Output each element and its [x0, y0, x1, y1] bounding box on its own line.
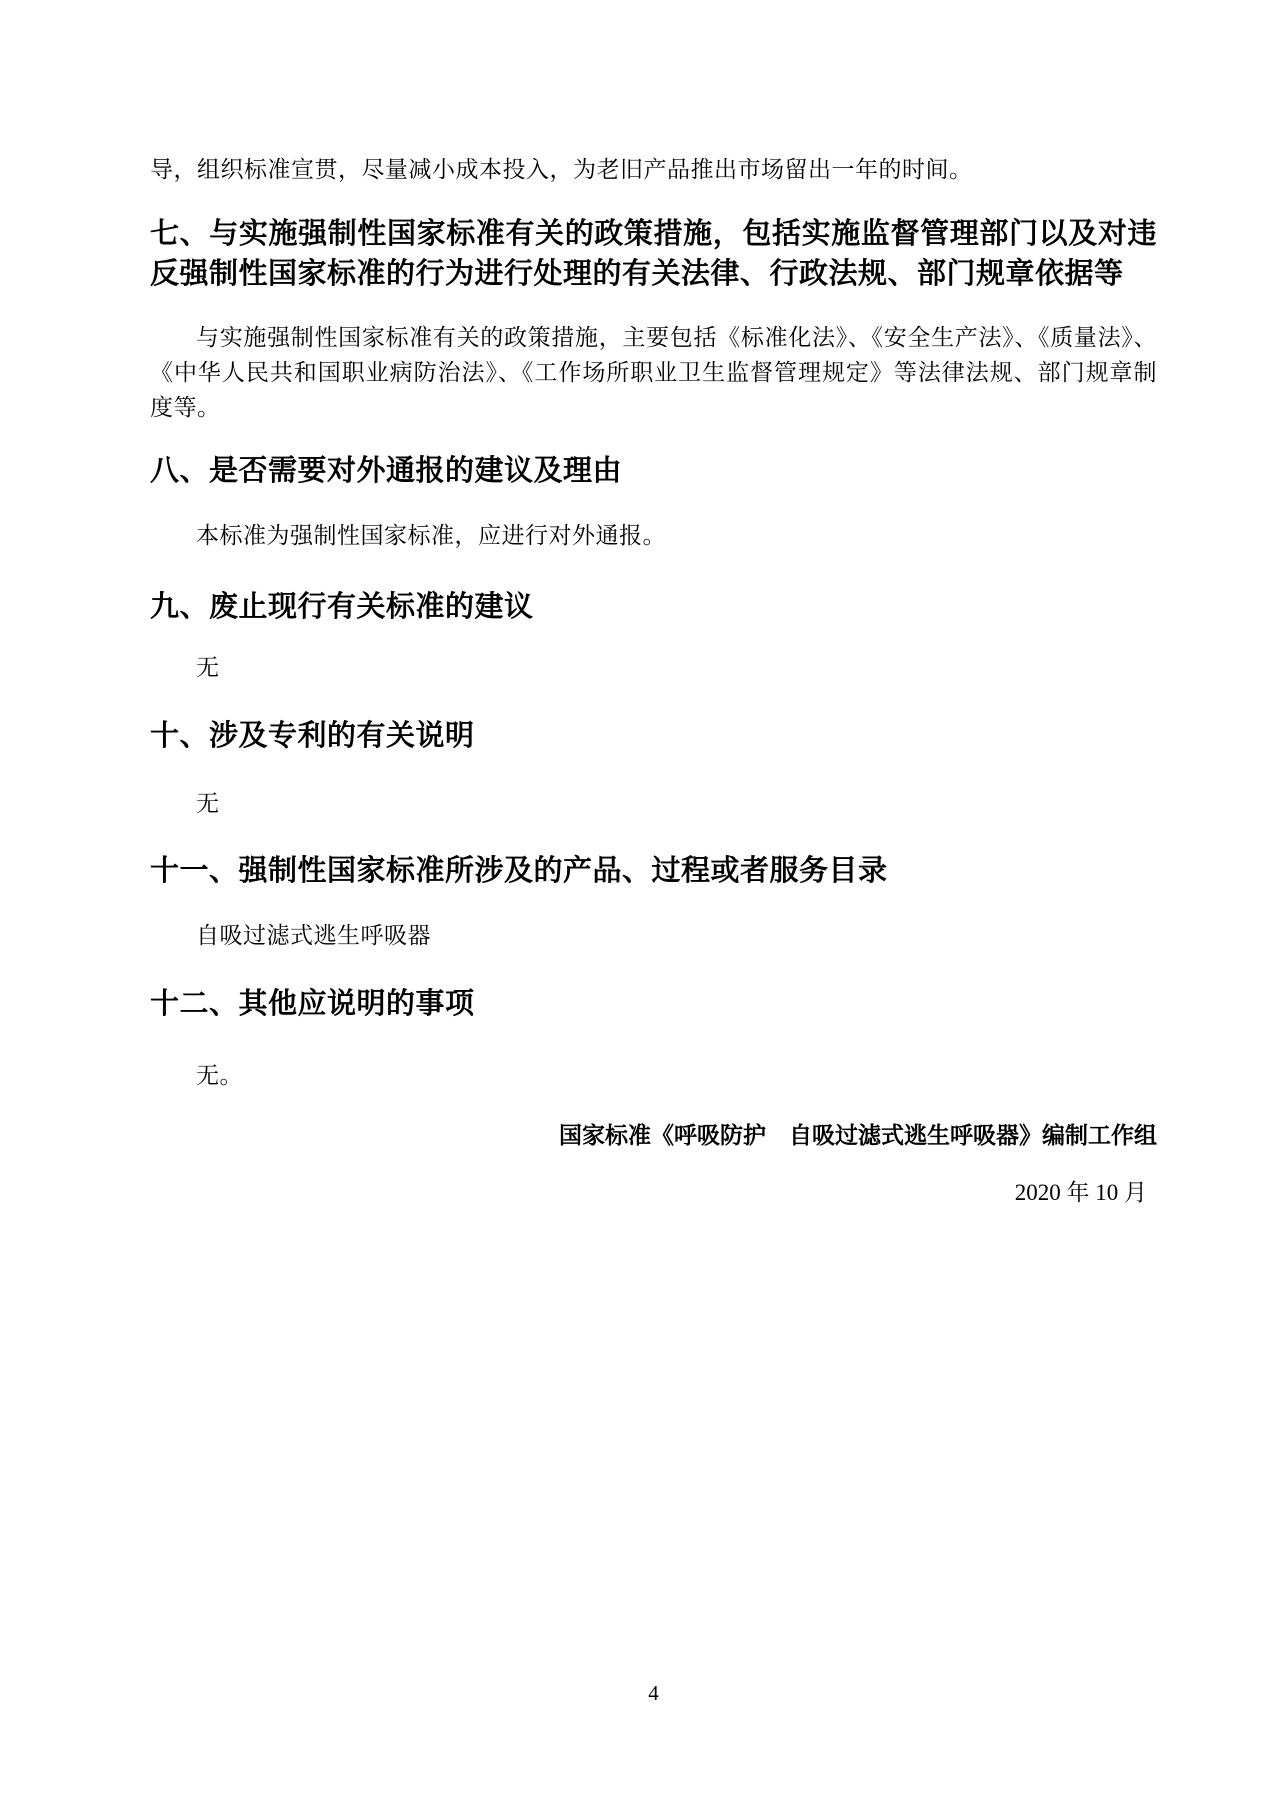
- continuation-paragraph: 导，组织标准宣贯，尽量减小成本投入，为老旧产品推出市场留出一年的时间。: [150, 157, 973, 182]
- signature-date: 2020 年 10 月: [1014, 1180, 1147, 1205]
- section-11-heading: 十一、强制性国家标准所涉及的产品、过程或者服务目录: [150, 855, 888, 887]
- section-12-heading: 十二、其他应说明的事项: [150, 988, 475, 1020]
- section-8-heading: 八、是否需要对外通报的建议及理由: [150, 455, 623, 487]
- section-9-paragraph: 无: [196, 655, 220, 680]
- signature-working-group: 国家标准《呼吸防护 自吸过滤式逃生呼吸器》编制工作组: [559, 1123, 1157, 1148]
- signature-block: [150, 1118, 1157, 1210]
- section-8-paragraph: 本标准为强制性国家标准，应进行对外通报。: [196, 523, 666, 548]
- section-7-heading: 七、与实施强制性国家标准有关的政策措施，包括实施监督管理部门以及对违反强制性国家标准的行为进行处理的有关法律、行政法规、部门规章依据等: [150, 218, 1157, 290]
- section-9-heading: 九、废止现行有关标准的建议: [150, 591, 534, 623]
- section-10-paragraph: 无: [196, 791, 220, 816]
- page-number: 4: [648, 1681, 659, 1705]
- section-11-paragraph: 自吸过滤式逃生呼吸器: [196, 923, 431, 948]
- section-10-heading: 十、涉及专利的有关说明: [150, 720, 475, 752]
- section-7-paragraph: 与实施强制性国家标准有关的政策措施，主要包括《标准化法》、《安全生产法》、《质量法》、《中华人民共和国职业病防治法》、《工作场所职业卫生监督管理规定》等法律法规、部门规章制度等。: [150, 325, 1157, 420]
- section-12-paragraph: 无。: [196, 1063, 243, 1088]
